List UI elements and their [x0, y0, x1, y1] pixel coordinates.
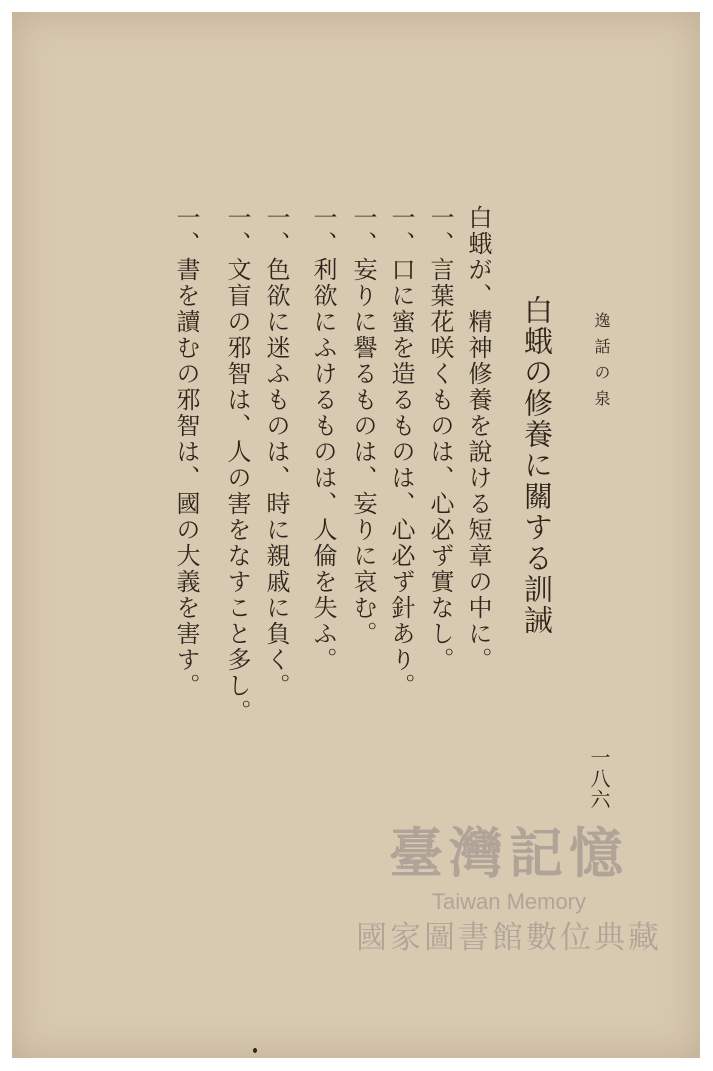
page-number: 一八六 [587, 747, 611, 810]
running-title: 逸話の泉 [592, 312, 611, 416]
scanned-page [12, 12, 700, 1058]
watermark-title: 臺灣記憶 [389, 821, 629, 885]
precept-line: 一、書を讀むの邪智は、國の大義を害す。 [172, 205, 200, 699]
library-watermark [324, 820, 694, 980]
watermark-subtitle: Taiwan Memory [431, 889, 587, 914]
ink-speck [253, 1048, 257, 1053]
precept-line: 一、文盲の邪智は、人の害をなすこと多し。 [223, 205, 251, 725]
precept-line: 一、色欲に迷ふものは、時に親戚に負く。 [262, 205, 290, 699]
precept-line: 一、利欲にふけるものは、人倫を失ふ。 [309, 205, 337, 673]
article-title: 白蛾の修養に關する訓誡 [520, 295, 554, 636]
intro-line: 白蛾が、精神修養を說ける短章の中に。 [464, 205, 492, 673]
watermark-organization: 國家圖書館數位典藏 [356, 920, 662, 956]
precept-line: 一、妄りに譽るものは、妄りに哀む。 [349, 205, 377, 647]
precept-line: 一、口に蜜を造るものは、心必ず針あり。 [387, 205, 415, 699]
precept-line: 一、言葉花咲くものは、心必ず實なし。 [426, 205, 454, 673]
